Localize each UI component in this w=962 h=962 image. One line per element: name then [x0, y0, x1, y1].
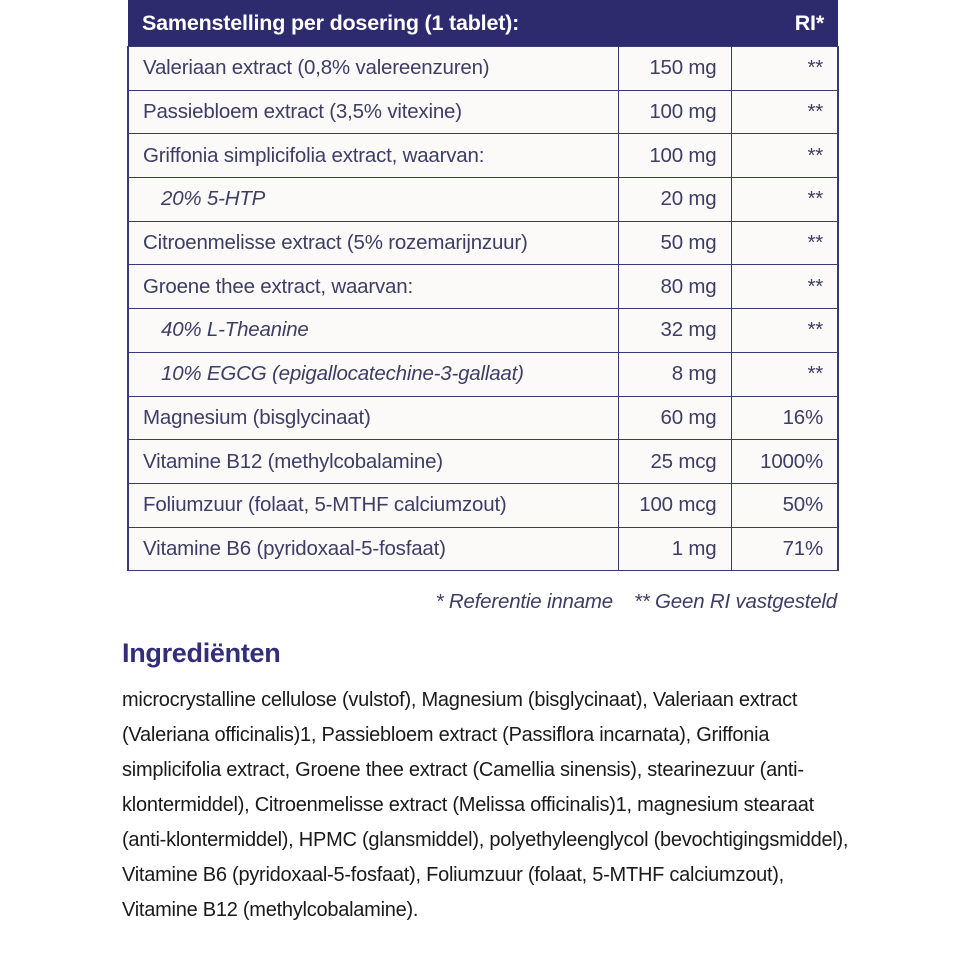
row-amount: 80 mg — [618, 265, 731, 309]
row-ri-value: 71% — [731, 527, 838, 571]
ingredients-heading: Ingrediënten — [122, 638, 281, 668]
row-ri-value: ** — [731, 309, 838, 353]
table-header-title: Samenstelling per dosering (1 tablet): — [128, 0, 731, 47]
table-row — [128, 265, 838, 309]
row-nutrient-name: Groene thee extract, waarvan: — [128, 265, 618, 309]
row-nutrient-name: Griffonia simplicifolia extract, waarvan: — [128, 134, 618, 178]
table-header-ri: RI* — [731, 0, 838, 47]
table-row — [128, 440, 838, 484]
row-ri-value: ** — [731, 265, 838, 309]
row-nutrient-name: Vitamine B6 (pyridoxaal-5-fosfaat) — [128, 527, 618, 571]
row-amount: 60 mg — [618, 396, 731, 440]
row-nutrient-name: Foliumzuur (folaat, 5-MTHF calciumzout) — [128, 483, 618, 527]
table-row — [128, 221, 838, 265]
row-ri-value: ** — [731, 134, 838, 178]
ingredients-body: microcrystalline cellulose (vulstof), Magnesium (bisglycinaat), Valeriaan extract (Valeriana officinalis)1, Passiebloem extract (Passiflora incarnata), Griffonia simplicifolia extract, Groene thee extract (Camellia sinensis), stearinezuur (anti-klontermiddel), Citroenmelisse extract (Melissa officinalis)1, magnesium stearaat (anti-klontermiddel), HPMC (glansmiddel), polyethyleenglycol (bevochtigingsmiddel), Vitamine B6 (pyridoxaal-5-fosfaat), Foliumzuur (folaat, 5-MTHF calciumzout), Vitamine B12 (methylcobalamine). — [122, 689, 849, 921]
table-row — [128, 134, 838, 178]
row-ri-value: ** — [731, 221, 838, 265]
table-footnote — [127, 590, 837, 614]
row-nutrient-name: Magnesium (bisglycinaat) — [128, 396, 618, 440]
row-ri-value: ** — [731, 47, 838, 91]
row-amount: 50 mg — [618, 221, 731, 265]
table-row — [128, 178, 838, 222]
nutrition-table — [127, 0, 839, 571]
table-header-row — [128, 0, 838, 47]
table-row — [128, 352, 838, 396]
row-amount: 150 mg — [618, 47, 731, 91]
row-amount: 8 mg — [618, 352, 731, 396]
table-row — [128, 527, 838, 571]
table-row — [128, 47, 838, 91]
table-row — [128, 90, 838, 134]
row-ri-value: 1000% — [731, 440, 838, 484]
row-ri-value: 50% — [731, 483, 838, 527]
row-amount: 32 mg — [618, 309, 731, 353]
row-amount: 100 mcg — [618, 483, 731, 527]
row-amount: 100 mg — [618, 90, 731, 134]
table-row — [128, 309, 838, 353]
row-nutrient-name: Citroenmelisse extract (5% rozemarijnzuur) — [128, 221, 618, 265]
row-amount: 25 mcg — [618, 440, 731, 484]
ingredients-section — [122, 638, 852, 928]
footnote-ri-note: * Referentie inname — [435, 590, 613, 613]
row-nutrient-name: Vitamine B12 (methylcobalamine) — [128, 440, 618, 484]
row-amount: 1 mg — [618, 527, 731, 571]
row-nutrient-name: 20% 5-HTP — [128, 178, 618, 222]
row-nutrient-name: 10% EGCG (epigallocatechine-3-gallaat) — [128, 352, 618, 396]
row-amount: 20 mg — [618, 178, 731, 222]
footnote-no-ri-note: ** Geen RI vastgesteld — [634, 590, 837, 613]
table-body — [128, 47, 838, 571]
row-ri-value: ** — [731, 352, 838, 396]
row-nutrient-name: 40% L-Theanine — [128, 309, 618, 353]
row-ri-value: ** — [731, 90, 838, 134]
row-ri-value: ** — [731, 178, 838, 222]
row-amount: 100 mg — [618, 134, 731, 178]
table-row — [128, 483, 838, 527]
row-ri-value: 16% — [731, 396, 838, 440]
table-header — [128, 0, 838, 47]
row-nutrient-name: Valeriaan extract (0,8% valereenzuren) — [128, 47, 618, 91]
table-row — [128, 396, 838, 440]
row-nutrient-name: Passiebloem extract (3,5% vitexine) — [128, 90, 618, 134]
